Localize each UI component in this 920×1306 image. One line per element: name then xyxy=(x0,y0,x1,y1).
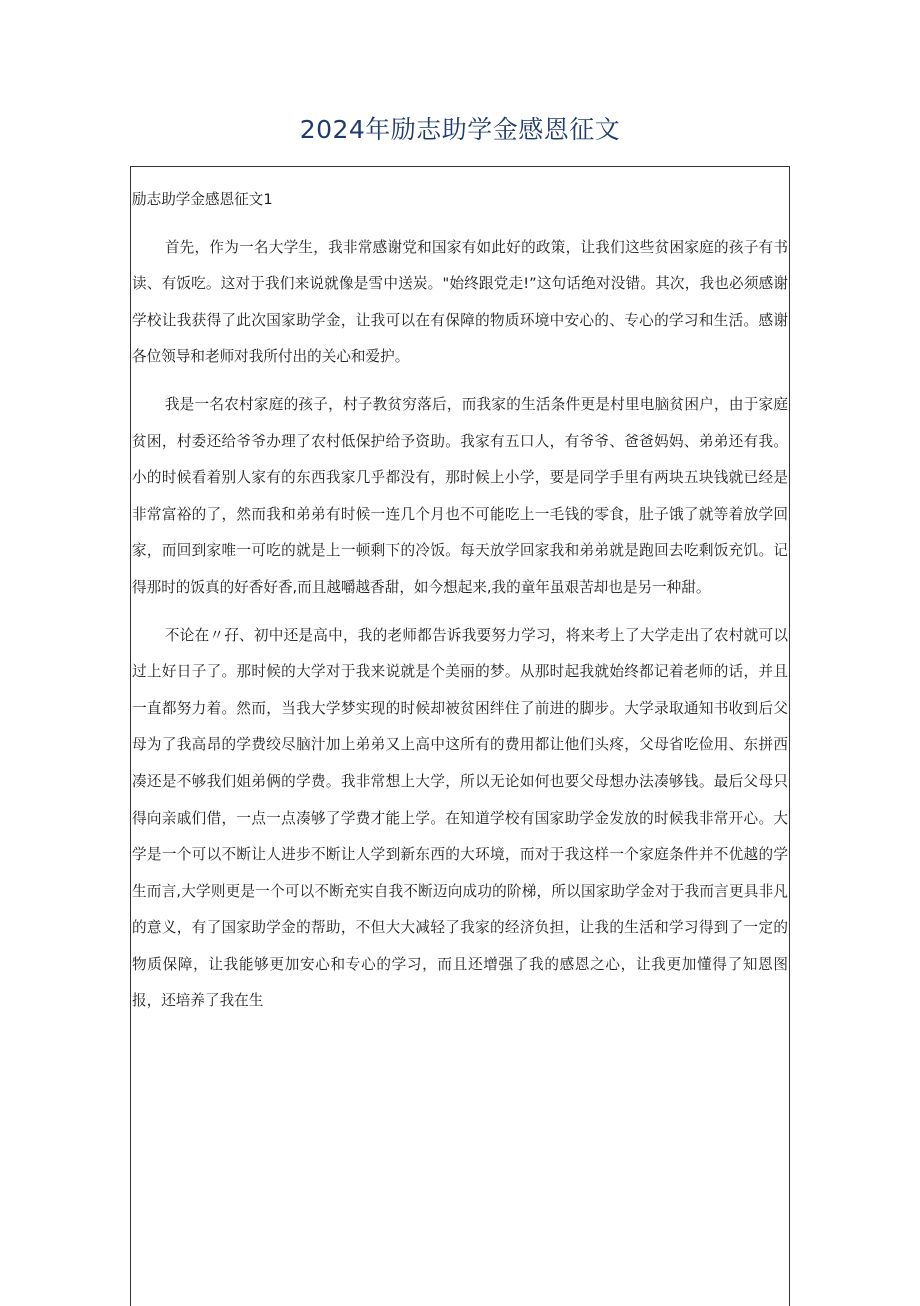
paragraph-2: 我是一名农村家庭的孩子，村子教贫穷落后，而我家的生活条件更是村里电脑贫困户，由于家庭贫困，村委还给爷爷办理了农村低保护给予资助。我家有五口人，有爷爷、爸爸妈妈、弟弟还有我。小的时候看着别人家有的东西我家几乎都没有，那时候上小学，要是同学手里有两块五块钱就已经是非常富裕的了，然而我和弟弟有时候一连几个月也不可能吃上一毛钱的零食，肚子饿了就等着放学回家，而回到家唯一可吃的就是上一顿剩下的冷饭。每天放学回家我和弟弟就是跑回去吃剩饭充饥。记得那时的饭真的好香好香,而且越嚼越香甜，如今想起来,我的童年虽艰苦却也是另一种甜。 xyxy=(132,395,788,596)
document-title: 2024年励志助学金感恩征文 xyxy=(299,115,621,144)
paragraph-1: 首先，作为一名大学生，我非常感谢党和国家有如此好的政策，让我们这些贫困家庭的孩子有书读、有饭吃。这对于我们来说就像是雪中送炭。"始终跟党走!”这句话绝对没错。其次，我也必须感谢学校让我获得了此次国家助学金，让我可以在有保障的物质环境中安心的、专心的学习和生活。感谢各位领导和老师对我所付出的关心和爱护。 xyxy=(132,238,788,366)
section-heading: 励志助学金感恩征文1 xyxy=(132,191,273,208)
document-body xyxy=(132,182,788,1020)
paragraph-3: 不论在〃孖、初中还是高中，我的老师都告诉我要努力学习，将来考上了大学走出了农村就可以过上好日子了。那时候的大学对于我来说就是个美丽的梦。从那时起我就始终都记着老师的话，并且一直都努力着。然而，当我大学梦实现的时候却被贫困绊住了前进的脚步。大学录取通知书收到后父母为了我高昂的学费绞尽脑汁加上弟弟又上高中这所有的费用都让他们头疼，父母省吃俭用、东拼西凑还是不够我们姐弟俩的学费。我非常想上大学，所以无论如何也要父母想办法凑够钱。最后父母只得向亲戚们借，一点一点凑够了学费才能上学。在知道学校有国家助学金发放的时候我非常开心。大学是一个可以不断让人进步不断让人学到新东西的大环境，而对于我这样一个家庭条件并不优越的学生而言,大学则更是一个可以不断充实自我不断迈向成功的阶梯，所以国家助学金对于我而言更具非凡的意义，有了国家助学金的帮助，不但大大减轻了我家的经济负担，让我的生活和学习得到了一定的物质保障，让我能够更加安心和专心的学习，而且还增强了我的感恩之心，让我更加懂得了知恩图报，还培养了我在生 xyxy=(132,626,788,1010)
